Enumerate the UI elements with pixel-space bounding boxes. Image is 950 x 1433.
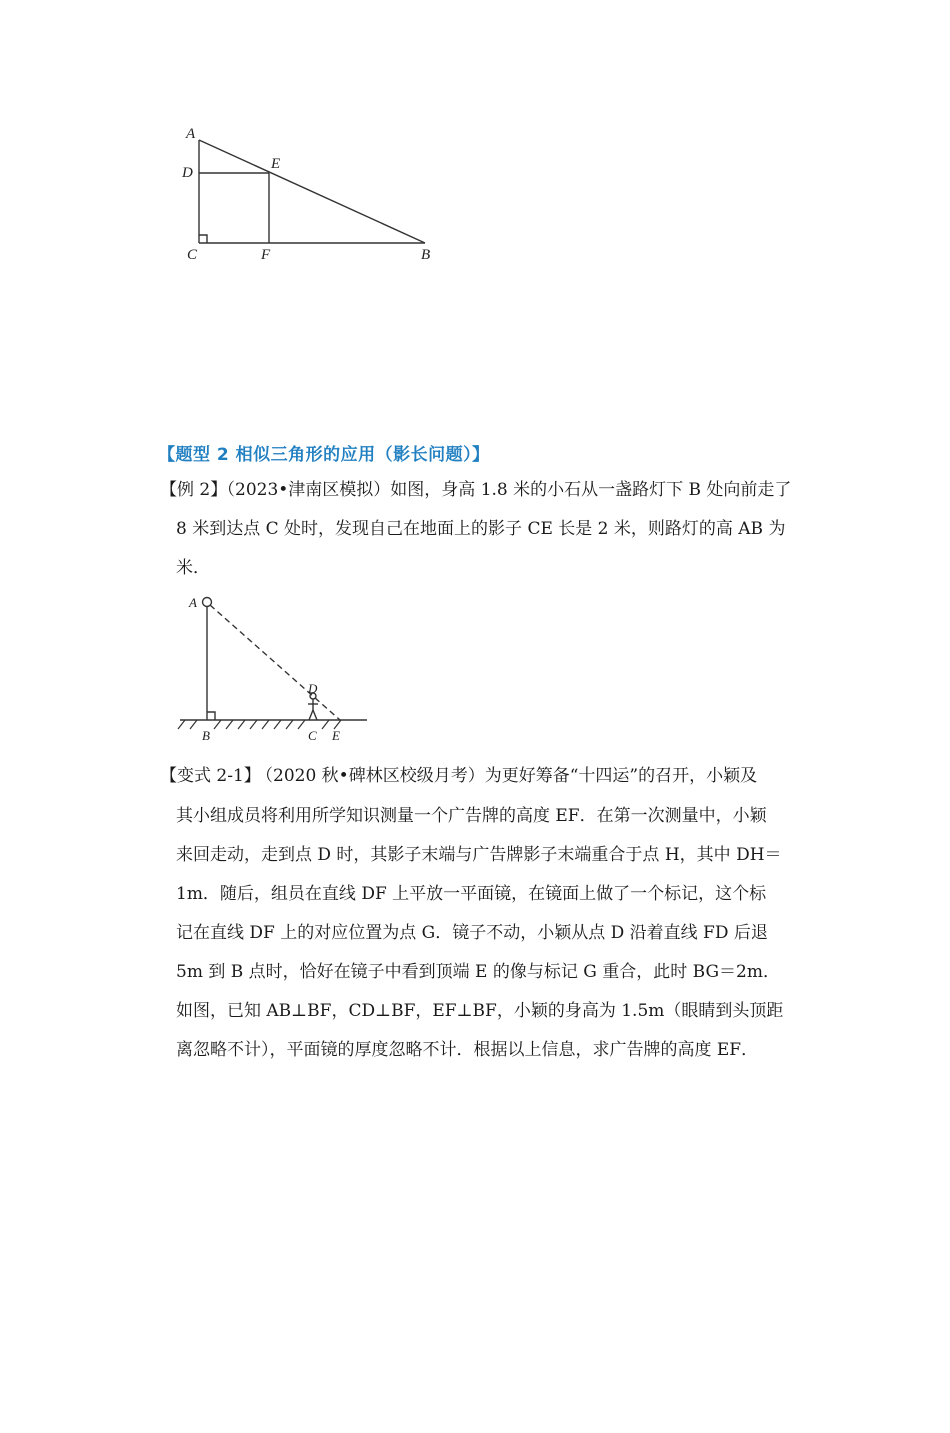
label-B: B: [202, 728, 210, 743]
figure-triangle-square: [170, 118, 460, 273]
label-A: A: [186, 126, 196, 142]
right-angle-mark: [207, 712, 215, 720]
example-2-tag: 【例 2】: [160, 480, 228, 500]
variant-2-1-line-8: 离忽略不计），平面镜的厚度忽略不计．根据以上信息，求广告牌的高度 EF．: [176, 1040, 759, 1060]
label-A: A: [189, 595, 197, 610]
variant-2-1-line-6: 5m 到 B 点时，恰好在镜子中看到顶端 E 的像与标记 G 重合，此时 BG＝2m．: [176, 962, 780, 982]
right-angle-mark: [199, 235, 207, 243]
variant-2-1-tag: 【变式 2-1】: [160, 766, 261, 786]
label-D: D: [308, 681, 318, 696]
label-C: C: [187, 247, 198, 263]
example-2-line-1: （2023•津南区模拟）如图，身高 1.8 米的小石从一盏路灯下 B 处向前走了: [218, 480, 792, 500]
figure-lamp-shadow: [175, 590, 375, 745]
variant-2-1-line-5: 记在直线 DF 上的对应位置为点 G．镜子不动，小颖从点 D 沿着直线 FD 后退: [176, 923, 768, 943]
label-C: C: [308, 728, 317, 743]
section-heading: 【题型 2 相似三角形的应用（影长问题）】: [158, 445, 490, 465]
example-2-line-3: 米．: [176, 558, 210, 578]
segment-AB: [199, 140, 425, 243]
variant-2-1-line-1: （2020 秋•碑林区校级月考）为更好筹备“十四运”的召开，小颖及: [256, 766, 758, 786]
label-E: E: [271, 156, 281, 172]
label-F: F: [261, 247, 271, 263]
label-E: E: [332, 728, 340, 743]
variant-2-1-line-2: 其小组成员将利用所学知识测量一个广告牌的高度 EF．在第一次测量中，小颖: [176, 806, 767, 826]
label-D: D: [182, 165, 193, 181]
example-2-line-2: 8 米到达点 C 处时，发现自己在地面上的影子 CE 长是 2 米，则路灯的高 AB 为: [176, 519, 786, 539]
variant-2-1-line-4: 1m．随后，组员在直线 DF 上平放一平面镜，在镜面上做了一个标记，这个标: [176, 884, 767, 904]
light-ray: [210, 605, 340, 720]
variant-2-1-line-3: 来回走动，走到点 D 时，其影子末端与广告牌影子末端重合于点 H，其中 DH＝: [176, 845, 782, 865]
person-icon: [308, 693, 318, 720]
variant-2-1-line-7: 如图，已知 AB⊥BF，CD⊥BF，EF⊥BF，小颖的身高为 1.5m（眼睛到头顶距: [176, 1001, 784, 1021]
label-B: B: [421, 247, 431, 263]
